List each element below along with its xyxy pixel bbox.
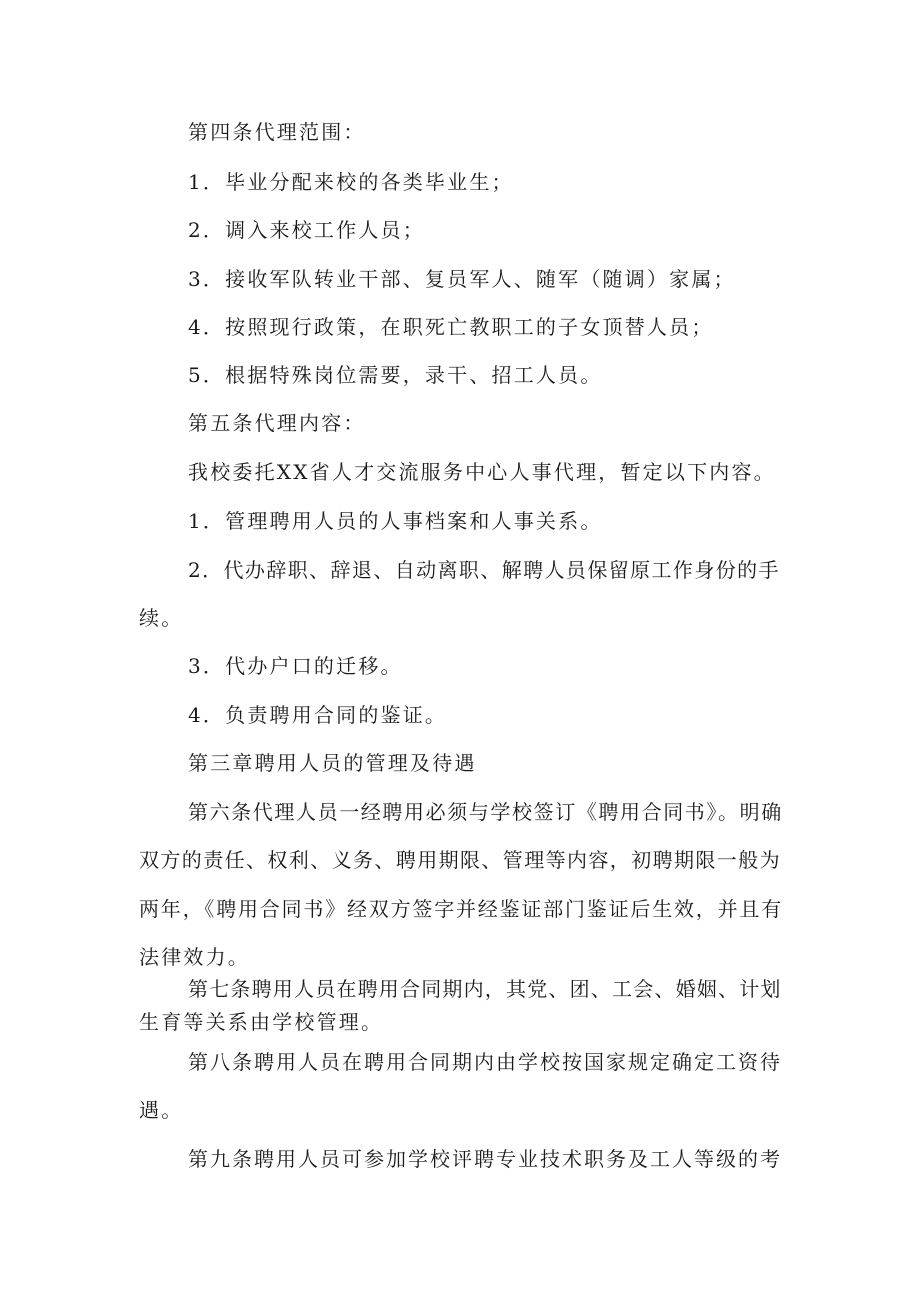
list-item: 3．接收军队转业干部、复员军人、随军（随调）家属；	[188, 267, 736, 291]
paragraph-line: 续。	[139, 606, 184, 630]
list-item: 1．管理聘用人员的人事档案和人事关系。	[188, 509, 603, 533]
paragraph-line: 遇。	[139, 1098, 184, 1122]
list-item: 2．调入来校工作人员；	[188, 218, 425, 242]
paragraph-line: 生育等关系由学校管理。	[139, 1010, 384, 1034]
article-4-heading: 第四条代理范围：	[188, 120, 366, 144]
list-item: 5．根据特殊岗位需要，录干、招工人员。	[188, 363, 603, 387]
chapter-3-heading: 第三章聘用人员的管理及待遇	[188, 751, 477, 775]
list-item: 1．毕业分配来校的各类毕业生；	[188, 170, 514, 194]
list-item: 4．负责聘用合同的鉴证。	[188, 703, 448, 727]
paragraph-line: 第六条代理人员一经聘用必须与学校签订《聘用合同书》。明确	[188, 800, 783, 824]
paragraph-line: 法律效力。	[139, 945, 250, 969]
list-item: 2．代办辞职、辞退、自动离职、解聘人员保留原工作身份的手	[188, 558, 780, 582]
paragraph-line: 第九条聘用人员可参加学校评聘专业技术职务及工人等级的考	[188, 1147, 782, 1171]
paragraph-line: 第七条聘用人员在聘用合同期内，其党、团、工会、婚姻、计划	[188, 977, 782, 1001]
list-item: 4．按照现行政策，在职死亡教职工的子女顶替人员；	[188, 315, 714, 339]
paragraph-line: 双方的责任、权利、义务、聘用期限、管理等内容，初聘期限一般为	[139, 848, 781, 872]
paragraph-line: 第八条聘用人员在聘用合同期内由学校按国家规定确定工资待	[188, 1050, 782, 1074]
paragraph-line: 我校委托XX省人才交流服务中心人事代理，暂定以下内容。	[188, 460, 776, 484]
paragraph-line: 两年，《聘用合同书》经双方签字并经鉴证部门鉴证后生效，并且有	[139, 897, 783, 921]
list-item: 3．代办户口的迁移。	[188, 654, 403, 678]
article-5-heading: 第五条代理内容：	[188, 411, 366, 435]
